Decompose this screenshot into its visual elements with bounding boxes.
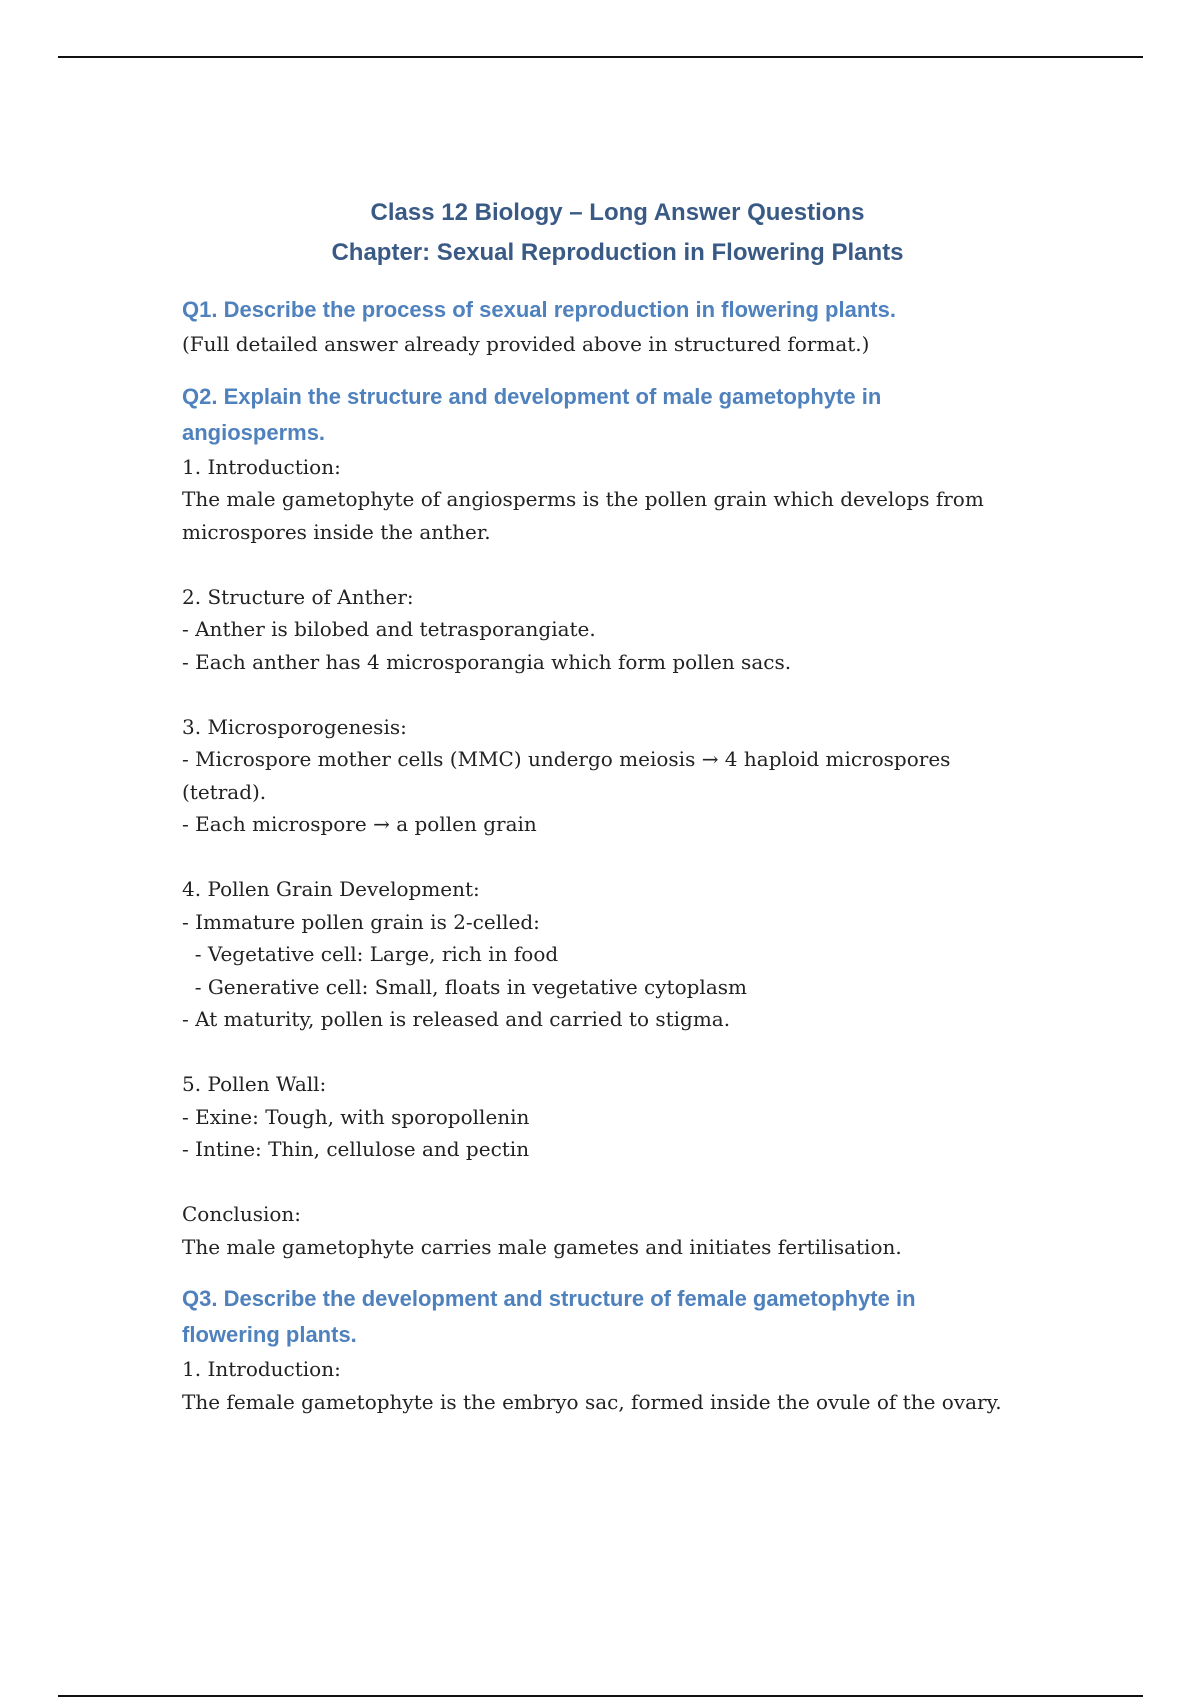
q3-heading-line-1: Q3. Describe the development and structure of female gametophyte in (182, 1286, 916, 1311)
question-1 (182, 292, 1032, 361)
q1-heading: Q1. Describe the process of sexual reproduction in flowering plants. (182, 297, 896, 322)
title-line-2: Chapter: Sexual Reproduction in Flowering Plants (331, 239, 904, 266)
q2-micro-item-2: - Each microspore → a pollen grain (182, 812, 537, 836)
q2-wall-title: 5. Pollen Wall: (182, 1072, 327, 1096)
top-rule (58, 56, 1143, 58)
q2-anther-item-1: - Anther is bilobed and tetrasporangiate. (182, 617, 596, 641)
q2-wall-item-2: - Intine: Thin, cellulose and pectin (182, 1137, 530, 1161)
q3-intro-text: The female gametophyte is the embryo sac, formed inside the ovule of the ovary. (182, 1389, 1002, 1414)
q1-answer: (Full detailed answer already provided above in structured format.) (182, 332, 870, 356)
q2-intro-line-2: microspores inside the anther. (182, 519, 491, 544)
q2-pollen-dev-title: 4. Pollen Grain Development: (182, 877, 480, 901)
q2-micro-title: 3. Microsporogenesis: (182, 714, 407, 739)
q2-conclusion-title: Conclusion: (182, 1202, 302, 1226)
q2-heading-line-2: angiosperms. (182, 419, 326, 445)
q2-pollen-dev-item-1: - Immature pollen grain is 2-celled: (182, 909, 540, 934)
q2-micro-item-1-line-2: (tetrad). (182, 779, 267, 804)
q2-pollen-dev-sub-2: - Generative cell: Small, floats in vegetative cytoplasm (182, 974, 747, 999)
q3-intro-title: 1. Introduction: (182, 1357, 341, 1381)
title-line-1: Class 12 Biology – Long Answer Questions (370, 199, 865, 226)
q3-heading-line-2: flowering plants. (182, 1322, 357, 1347)
q2-anther-title: 2. Structure of Anther: (182, 584, 414, 609)
q2-anther-item-2: - Each anther has 4 microsporangia which form pollen sacs. (182, 649, 792, 674)
q2-wall-item-1: - Exine: Tough, with sporopollenin (182, 1104, 530, 1129)
question-2 (182, 379, 1032, 1264)
q2-intro-title: 1. Introduction: (182, 454, 341, 479)
q2-pollen-dev-sub-1: - Vegetative cell: Large, rich in food (182, 942, 559, 966)
document-body (182, 292, 1032, 1418)
q2-micro-item-1-line-1: - Microspore mother cells (MMC) undergo meiosis → 4 haploid microspores (182, 747, 951, 771)
q2-pollen-dev-item-2: - At maturity, pollen is released and carried to stigma. (182, 1007, 731, 1031)
q2-heading-line-1: Q2. Explain the structure and development of male gametophyte in (182, 383, 882, 409)
document-title (0, 193, 1200, 273)
bottom-rule (58, 1695, 1143, 1697)
q2-intro-line-1: The male gametophyte of angiosperms is the pollen grain which develops from (182, 487, 984, 511)
question-3 (182, 1281, 1032, 1418)
q2-conclusion-text: The male gametophyte carries male gametes and initiates fertilisation. (182, 1234, 902, 1259)
